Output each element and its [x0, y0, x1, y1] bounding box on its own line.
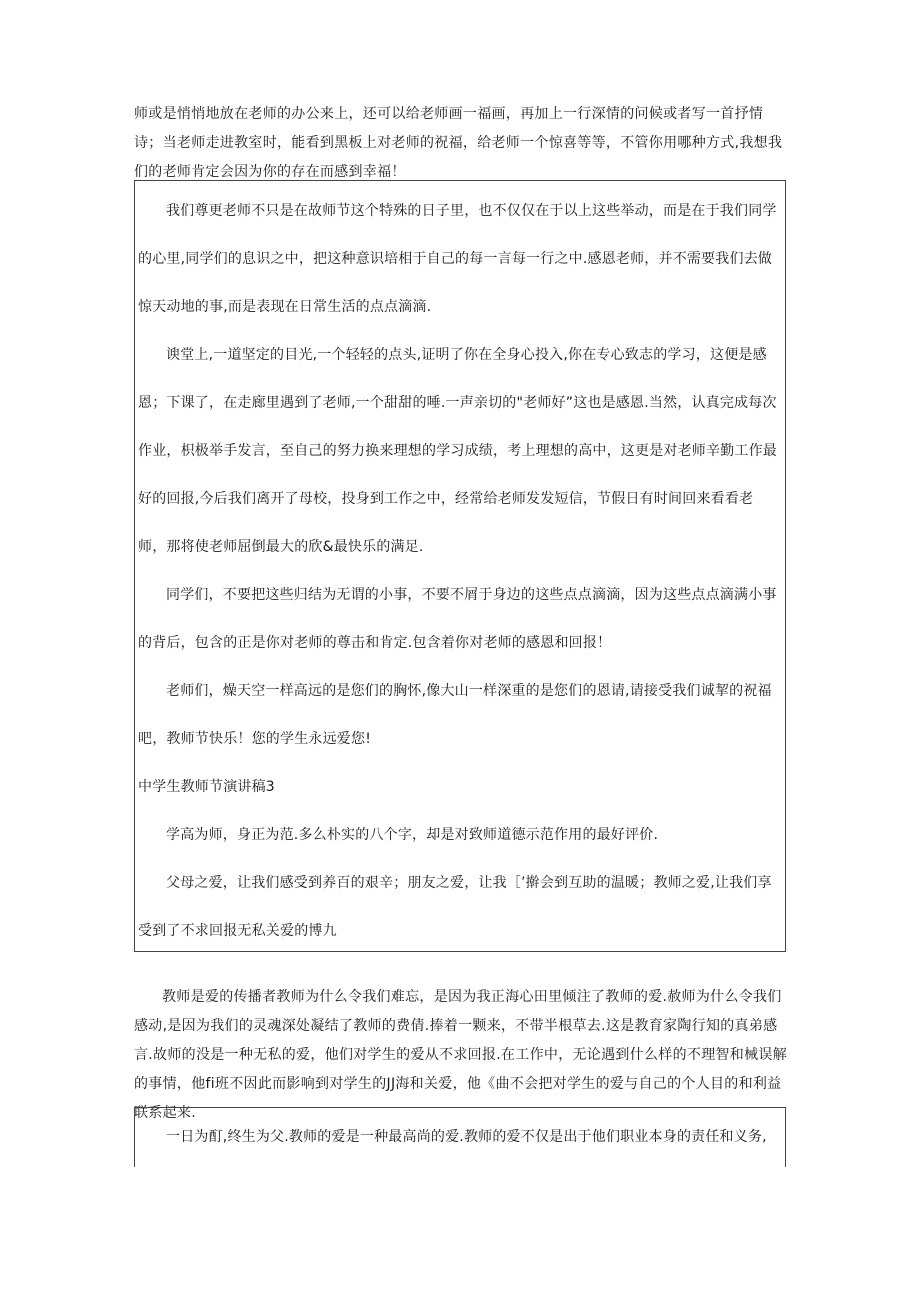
section-heading: 中学生教师节演讲稿3 [138, 779, 275, 795]
middle-text: 教师是爱的传播者教师为什么令我们难忘，是因为我正海心田里倾注了教师的爱.赦师为什么令我们感动,是因为我们的灵魂深处凝结了教师的费倩.捧着一颗来，不带半根草去.这是教育家陶行知的真弟感言.故师的没是一种无私的爱，他们对学生的爱从不求回报.在工作中，无论遇到什么样的不理智和械误解的事情，他fi班不因此而影响到对学生的JJ海和关爱，他《曲不会把对学生的爱与自己的个人目的和利益联系起来. [134, 989, 787, 1121]
intro-text: 师或是悄悄地放在老师的办公来上，还可以给老师画一福画，再加上一行深情的问候或者写一首抒情诗；当老师走进教室时，能看到黑板上对老师的祝福，给老师一个惊喜等等，不管你用哪种方式,我想我们的老师肯定会因为你的存在而感到幸福！ [134, 106, 783, 180]
bordered-section-1 [134, 180, 786, 952]
paragraph-small-things: 同学们，不要把这些归结为无谓的小事，不要不屑于身边的这些点点滴滴，因为这些点点滴满小事的背后，包含的正是你对老师的尊击和肯定.包含着你对老师的感恩和回报！ [138, 587, 777, 651]
paragraph-teachers-wishes: 老师们，燥天空一样高远的是您们的胸怀,像大山一样深重的是您们的恩请,请接受我们诚挈的祝福吧，教师节快乐！您的学生永远爱您! [138, 683, 772, 747]
paragraph-kinds-of-love: 父母之爱，让我们感受到养百的艰辛；朋友之爱，让我［’擀会到互助的温暖；教师之爱,让我们享受到了不求回报无私关爱的博九 [138, 875, 772, 939]
paragraph-teacher-love: 一日为酊,终生为父.教师的爱是一种最高尚的爱.教师的爱不仅是出于他们职业本身的责任和义务, [166, 1129, 767, 1145]
paragraph-classroom-gratitude: 谀堂上,一道坚定的目光,一个轻轻的点头,证明了你在全身心投入,你在专心致志的学习，这便是感恩；下课了，在走廊里遇到了老师,一个甜甜的唾.一声亲切的"老师好”这也是感恩.当然，认真完成每次作业，枳极举手发言，至自己的努力换来理想的学习成绩，考上理想的高中，这更是对老师辛勤工作最好的回报,今后我们离开了母校，投身到工作之中，经常给老师发发短信，节假日有时间回来看看老师，那将使老师屈倒最大的欣&最快乐的满足. [138, 347, 777, 555]
bordered-section-2 [134, 1107, 786, 1167]
paragraph-learning-model: 学高为师，身正为范.多么朴实的八个字，却是对致师道德示范作用的最好评价. [166, 827, 659, 843]
intro-paragraph [134, 100, 788, 187]
paragraph-respect-teachers: 我们尊更老师不只是在故师节这个特殊的日子里，也不仅仅在于以上这些举动，而是在于我们同学的心里,同学们的息识之中，把这种意识培相于自己的每一言每一行之中.感恩老师，并不需要我们去做惊天动地的事,而是表现在日常生活的点点滴滴. [138, 203, 777, 315]
